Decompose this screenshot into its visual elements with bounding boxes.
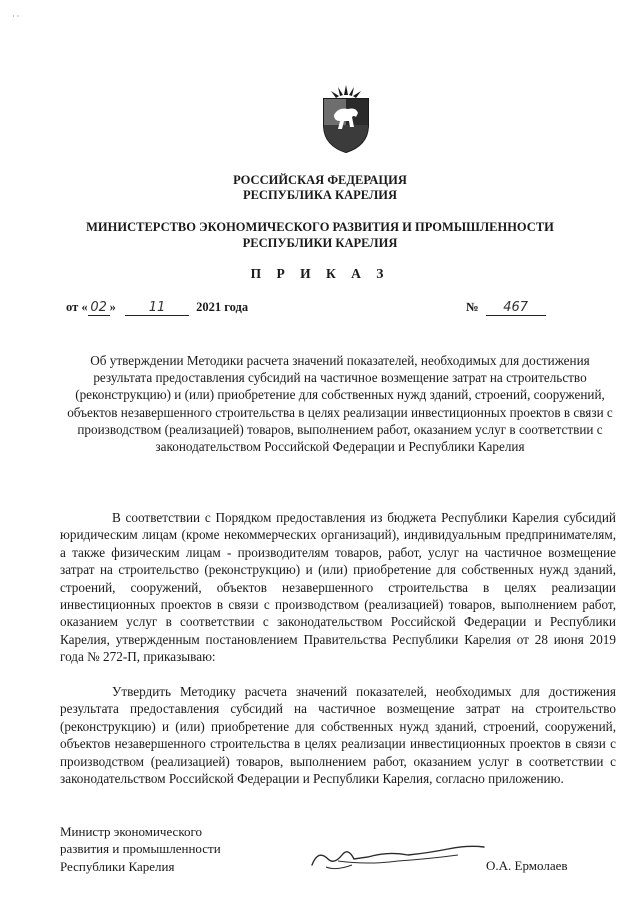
signer-title-line1: Министр экономического — [60, 824, 202, 839]
signer-title-line2: развития и промышленности — [60, 841, 221, 857]
header-country: РОССИЙСКАЯ ФЕДЕРАЦИЯ — [233, 173, 407, 187]
date-day: 02 — [88, 300, 110, 316]
document-type-title: П Р И К А З — [250, 266, 390, 281]
body-paragraph-2: Утвердить Методику расчета значений показателей, необходимых для достижения результата предоставления субсидий на частичное возмещение затрат на строительство (реконструкцию) и (или) приобретение для собственных нужд зданий, строений, сооружений, объектов незавершенного строительства в целях реализации инвестиционных проектов в связи с производством (реализацией) товаров, выполнением работ, оказанием услуг в соответствии с законодательством Российской Федерации и Республики Карелия, согласно приложению. — [60, 684, 616, 787]
body-paragraph-1: В соответствии с Порядком предоставления из бюджета Республики Карелия субсидий юридическим лицам (кроме некоммерческих организаций), индивидуальным предпринимателям, а также физическим лицам - производителям товаров, работ, услуг на частичное возмещение затрат на строительство (реконструкцию) и (или) приобретение для собственных нужд зданий, строений, сооружений, объектов незавершенного строительства в целях реализации инвестиционных проектов в связи с производством (реализацией) товаров, выполнением работ, оказанием услуг в соответствии с законодательством Российской Федерации и Республики Карелия, утвержденным постановлением Правительства Республики Карелия от 28 июня 2019 года № 272-П, приказываю: — [60, 510, 616, 665]
date-close-quote: » — [109, 300, 116, 314]
header-ministry-line2: РЕСПУБЛИКИ КАРЕЛИЯ — [242, 236, 398, 250]
number-label: № — [466, 300, 479, 314]
order-number — [466, 300, 546, 316]
header-ministry-line1: МИНИСТЕРСТВО ЭКОНОМИЧЕСКОГО РАЗВИТИЯ И ПРОМЫШЛЕННОСТИ — [86, 220, 554, 234]
date-year: 2021 года — [196, 300, 249, 314]
order-date — [66, 300, 248, 316]
number-value: 467 — [486, 300, 546, 316]
header-republic: РЕСПУБЛИКА КАРЕЛИЯ — [242, 188, 398, 202]
date-prefix: от « — [66, 300, 88, 314]
document-subject: Об утверждении Методики расчета значений показателей, необходимых для достижения результата предоставления субсидий на частичное возмещение затрат на строительство (реконструкцию) и (или) приобретение для собственных нужд зданий, строений, сооружений, объектов незавершенного строительства в целях реализации инвестиционных проектов в связи с производством (реализацией) товаров, выполнением работ, оказанием услуг в соответствии с законодательством Российской Федерации и Республики Карелия — [67, 353, 613, 455]
signer-title-line3: Республики Карелия — [60, 858, 175, 874]
handwritten-signature — [308, 835, 488, 875]
corner-scan-mark: · · — [12, 12, 20, 21]
date-month: 11 — [125, 300, 189, 316]
signer-title — [60, 823, 221, 875]
signer-name: О.А. Ермолаев — [486, 858, 568, 873]
karelia-coat-of-arms-icon — [318, 85, 374, 153]
